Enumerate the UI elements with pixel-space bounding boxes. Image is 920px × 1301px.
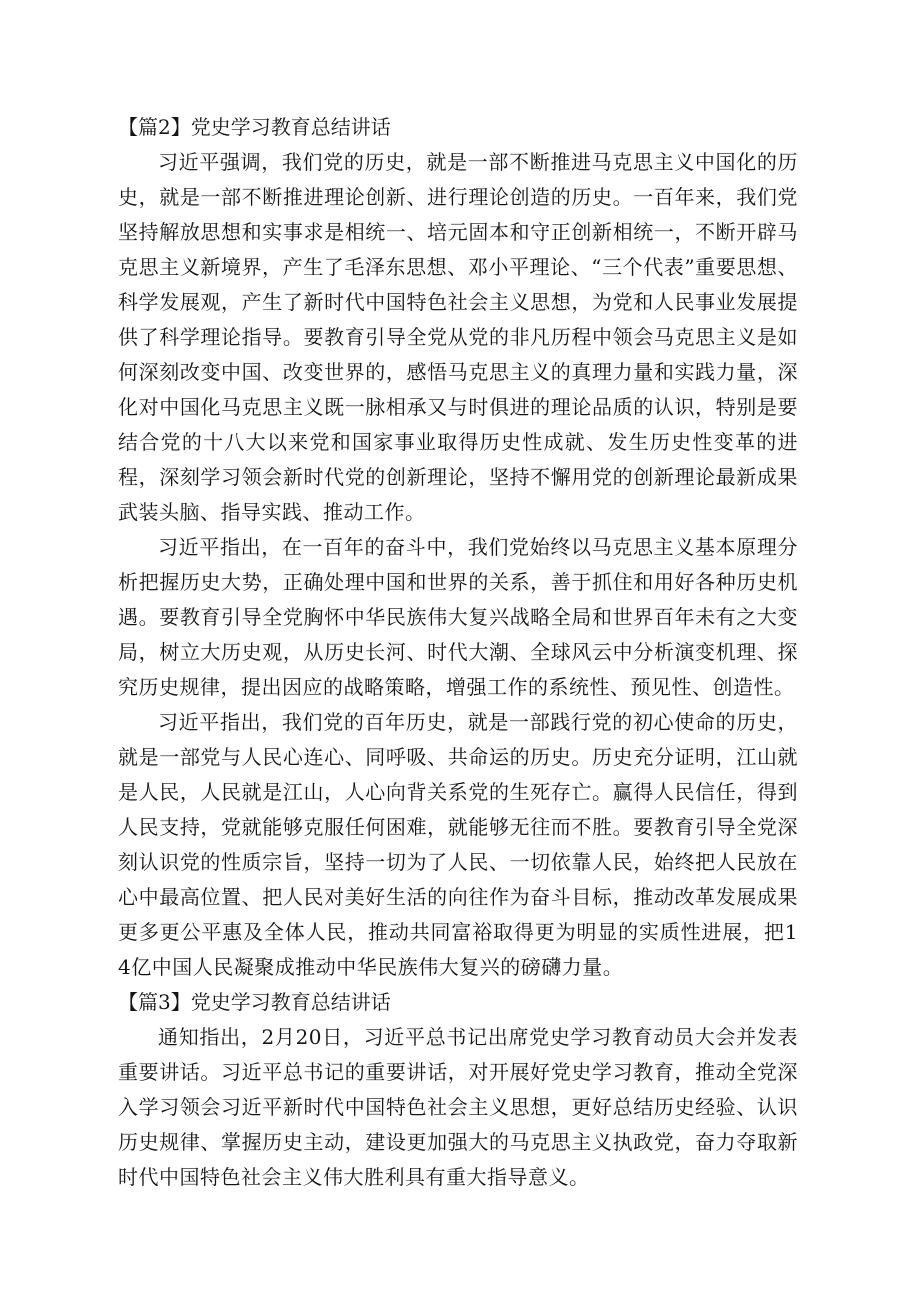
section-heading: 【篇2】党史学习教育总结讲话: [118, 115, 391, 139]
paragraph: 习近平强调，我们党的历史，就是一部不断推进马克思主义中国化的历史，就是一部不断推进理论创新、进行理论创造的历史。一百年来，我们党坚持解放思想和实事求是相统一、培元固本和守正创新相统一，不断开辟马克思主义新境界，产生了毛泽东思想、邓小平理论、“三个代表”重要思想、科学发展观，产生了新时代中国特色社会主义思想，为党和人民事业发展提供了科学理论指导。要教育引导全党从党的非凡历程中领会马克思主义是如何深刻改变中国、改变世界的，感悟马克思主义的真理力量和实践力量，深化对中国化马克思主义既一脉相承又与时俱进的理论品质的认识，特别是要结合党的十八大以来党和国家事业取得历史性成就、发生历史性变革的进程，深刻学习领会新时代党的创新理论，坚持不懈用党的创新理论最新成果武装头脑、指导实践、推动工作。: [118, 150, 798, 524]
document-body: [118, 110, 798, 1195]
paragraph: 习近平指出，我们党的百年历史，就是一部践行党的初心使命的历史，就是一部党与人民心连心、同呼吸、共命运的历史。历史充分证明，江山就是人民，人民就是江山，人心向背关系党的生死存亡。赢得人民信任，得到人民支持，党就能够克服任何困难，就能够无往而不胜。要教育引导全党深刻认识党的性质宗旨，坚持一切为了人民、一切依靠人民，始终把人民放在心中最高位置、把人民对美好生活的向往作为奋斗目标，推动改革发展成果更多更公平惠及全体人民，推动共同富裕取得更为明显的实质性进展，把14亿中国人民凝聚成推动中华民族伟大复兴的磅礴力量。: [118, 710, 798, 979]
paragraph: 通知指出，2月20日，习近平总书记出席党史学习教育动员大会并发表重要讲话。习近平总书记的重要讲话，对开展好党史学习教育，推动全党深入学习领会习近平新时代中国特色社会主义思想，更好总结历史经验、认识历史规律、掌握历史主动，建设更加强大的马克思主义执政党，奋力夺取新时代中国特色社会主义伟大胜利具有重大指导意义。: [118, 1025, 798, 1189]
paragraph: 习近平指出，在一百年的奋斗中，我们党始终以马克思主义基本原理分析把握历史大势，正确处理中国和世界的关系，善于抓住和用好各种历史机遇。要教育引导全党胸怀中华民族伟大复兴战略全局和世界百年未有之大变局，树立大历史观，从历史长河、时代大潮、全球风云中分析演变机理、探究历史规律，提出因应的战略策略，增强工作的系统性、预见性、创造性。: [118, 535, 798, 699]
section-heading: 【篇3】党史学习教育总结讲话: [118, 990, 391, 1014]
section-pian2: [118, 110, 798, 985]
section-pian3: [118, 985, 798, 1195]
